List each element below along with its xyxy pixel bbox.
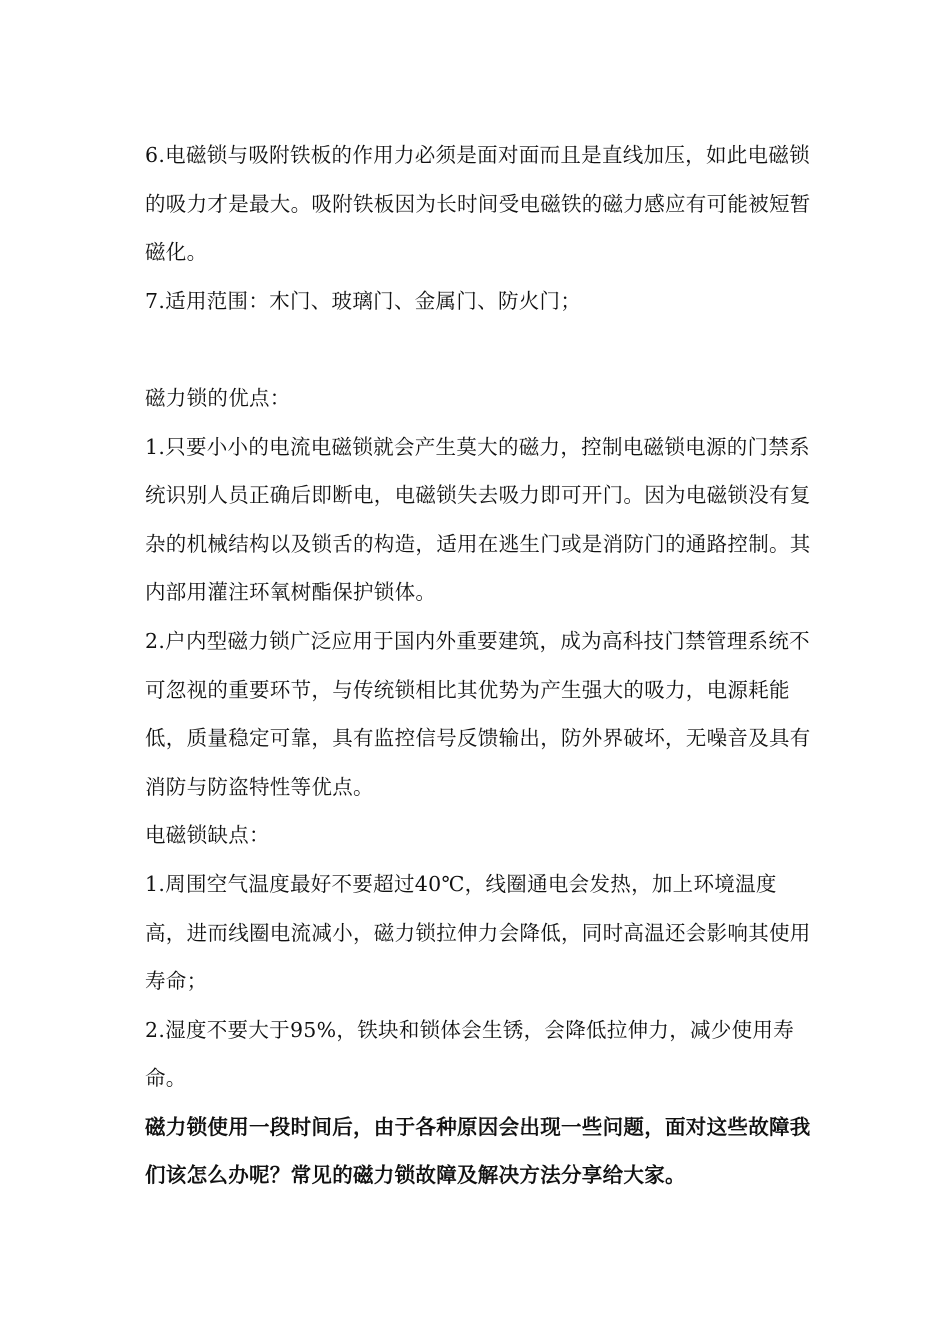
blank-line <box>145 325 815 374</box>
disadvantage-item-2: 2.湿度不要大于95%，铁块和锁体会生锈，会降低拉伸力，减少使用寿命。 <box>145 1017 795 1091</box>
paragraph-item-6: 6.电磁锁与吸附铁板的作用力必须是面对面而且是直线加压，如此电磁锁的吸力才是最大。吸附铁板因为长时间受电磁铁的磁力感应有可能被短暂磁化。 <box>145 143 811 265</box>
paragraph-item-7: 7.适用范围：木门、玻璃门、金属门、防火门； <box>145 288 582 313</box>
bold-intro-paragraph: 磁力锁使用一段时间后，由于各种原因会出现一些问题，面对这些故障我们该怎么办呢？常见的磁力锁故障及解决方法分享给大家。 <box>145 1114 811 1188</box>
advantage-item-1: 1.只要小小的电流电磁锁就会产生莫大的磁力，控制电磁锁电源的门禁系统识别人员正确后即断电，电磁锁失去吸力即可开门。因为电磁锁没有复杂的机械结构以及锁舌的构造，适用在逃生门或是消防门的通路控制。其内部用灌注环氧树酯保护锁体。 <box>145 434 811 605</box>
disadvantage-item-1: 1.周围空气温度最好不要超过40℃，线圈通电会发热，加上环境温度高，进而线圈电流减小，磁力锁拉伸力会降低，同时高温还会影响其使用寿命； <box>145 871 811 994</box>
heading-advantages: 磁力锁的优点： <box>145 385 291 410</box>
advantage-item-2: 2.户内型磁力锁广泛应用于国内外重要建筑，成为高科技门禁管理系统不可忽视的重要环节，与传统锁相比其优势为产生强大的吸力，电源耗能低，质量稳定可靠，具有监控信号反馈输出，防外界破坏，无噪音及具有消防与防盗特性等优点。 <box>145 628 811 799</box>
heading-disadvantages: 电磁锁缺点： <box>145 823 270 848</box>
document-body <box>145 131 815 1200</box>
